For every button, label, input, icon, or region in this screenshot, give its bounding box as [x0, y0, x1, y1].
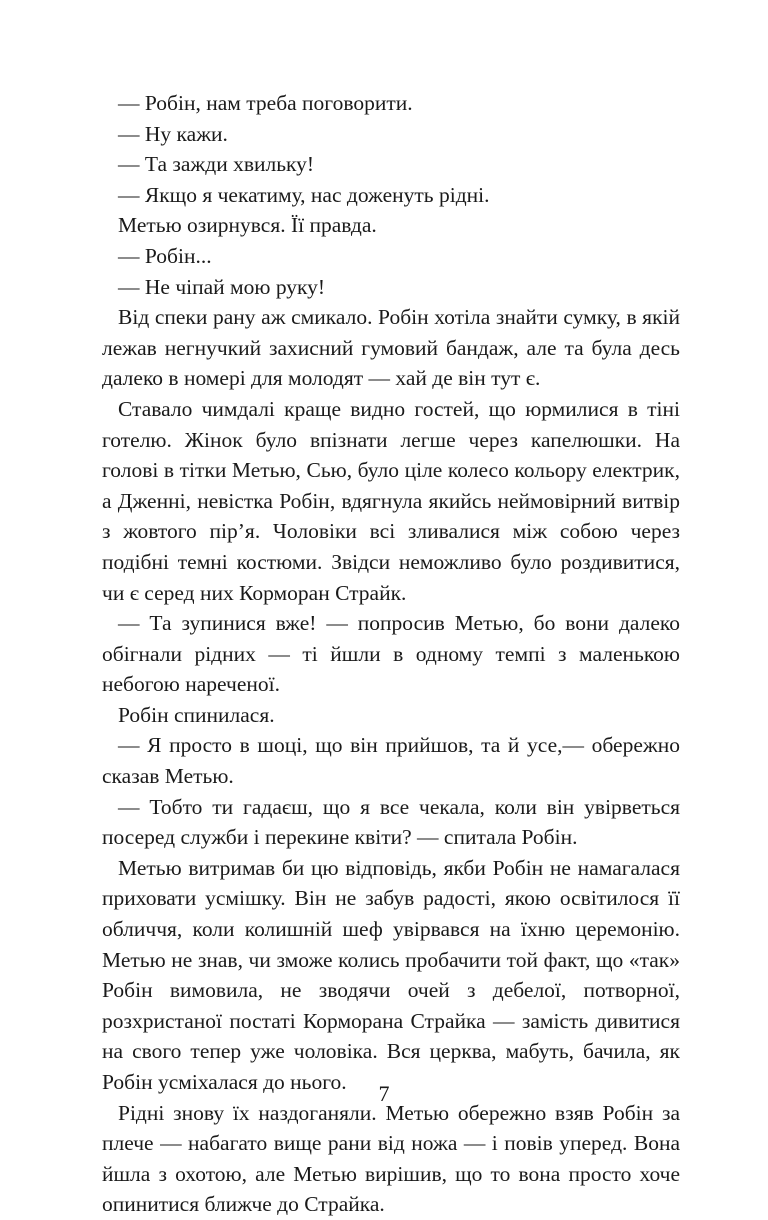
dialogue-line: — Та зажди хвильку! [118, 152, 315, 177]
dialogue-paragraph: — Тобто ти гадаєш, що я все чекала, коли він увірветься посеред служби і перекине квіти? — спитала Робін. [102, 794, 680, 850]
narration-line: Робін спинилася. [118, 702, 275, 727]
paragraph: Ставало чимдалі краще видно гостей, що юрмилися в тіні готелю. Жінок було впізнати легше через капелюшки. На голові в тітки Метью, Сью, було ціле колесо кольору електрик, а Дженні, невістка Робін, вдягнула якийсь неймовірний витвір з жовтого пір’я. Чоловіки всі зливалися між собою через подібні темні костюми. Звідси неможливо було роздивитися, чи є серед них Корморан Страйк. [102, 396, 680, 605]
page-body [102, 88, 680, 1220]
dialogue-line: — Ну кажи. [118, 121, 228, 146]
dialogue-line: — Робін, нам треба поговорити. [118, 91, 413, 115]
paragraph: Рідні знову їх наздоганяли. Метью обережно взяв Робін за плече — набагато вище рани від ножа — і повів уперед. Вона йшла з охотою, але Метью вирішив, що то вона просто хоче опинитися ближче до Страйка. [102, 1100, 680, 1217]
page-number: 7 [378, 1081, 390, 1106]
narration-line: Метью озирнувся. Її правда. [118, 213, 377, 238]
dialogue-line: — Якщо я чекатиму, нас доженуть рідні. [118, 182, 490, 207]
paragraph: Від спеки рану аж смикало. Робін хотіла знайти сумку, в якій лежав негнучкий захисний гумовий бандаж, але та була десь далеко в номері для молодят — хай де він тут є. [102, 305, 680, 391]
paragraph: Метью витримав би цю відповідь, якби Робін не намагалася приховати усмішку. Він не забув радості, якою освітилося її обличчя, коли колишній шеф увірвався на їхню церемонію. Метью не знав, чи зможе колись пробачити той факт, що «так» Робін вимовила, не зводячи очей з дебелої, потворної, розхристаної постаті Корморана Страйка — замість дивитися на свого тепер уже чоловіка. Вся церква, мабуть, бачила, як Робін усміхалася до нього. [102, 855, 680, 1094]
dialogue-line: — Робін... [118, 243, 212, 268]
dialogue-line: — Не чіпай мою руку! [118, 274, 326, 299]
dialogue-paragraph: — Я просто в шоці, що він прийшов, та й усе,— обережно сказав Метью. [102, 733, 680, 789]
dialogue-paragraph: — Та зупинися вже! — попросив Метью, бо вони далеко обігнали рідних — ті йшли в одному темпі з маленькою небогою нареченої. [102, 611, 680, 697]
